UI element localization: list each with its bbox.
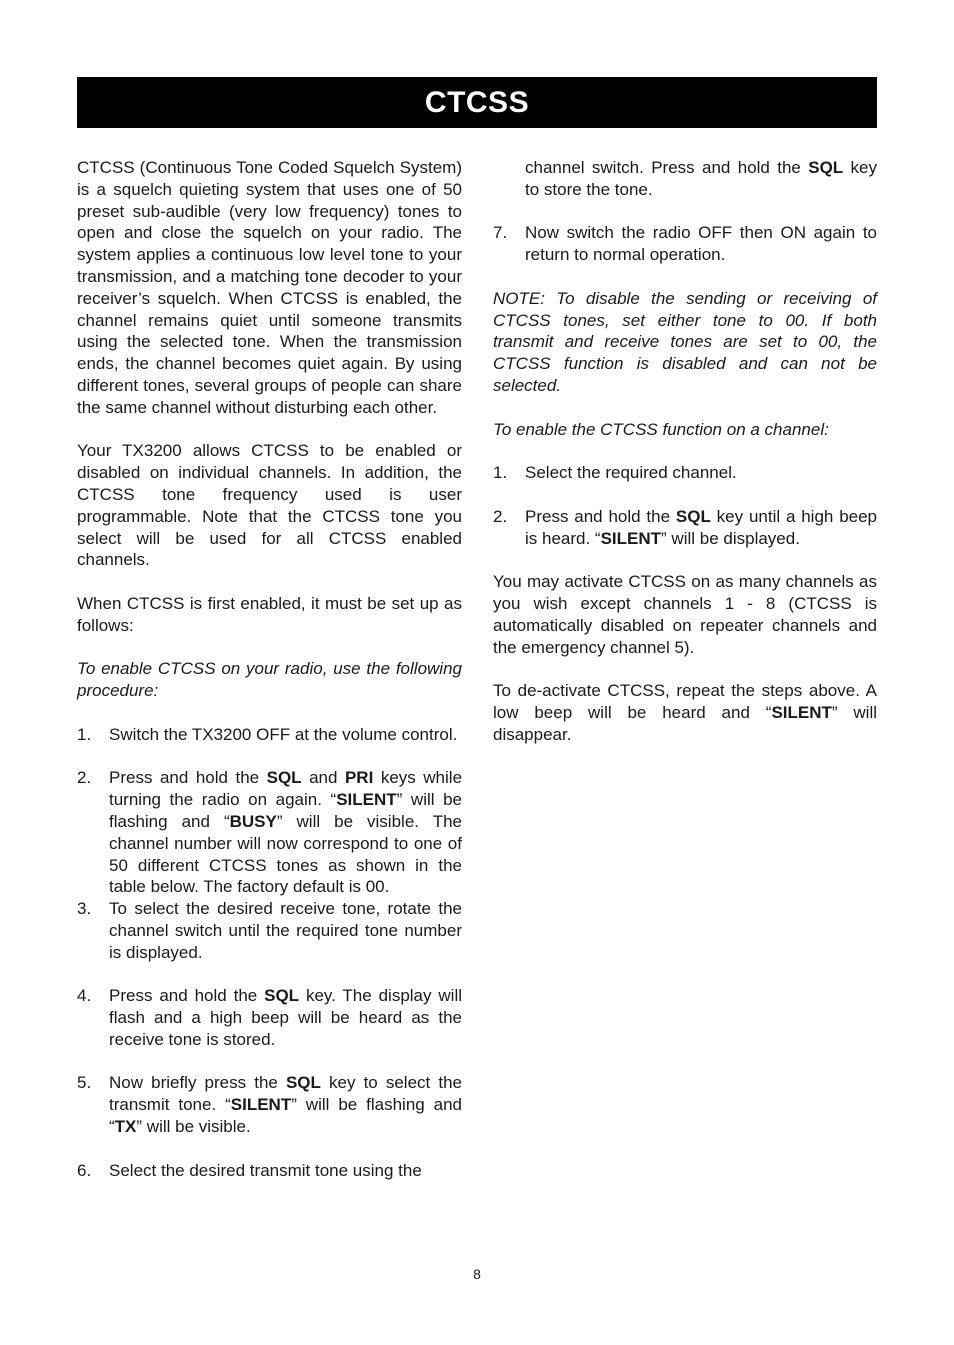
step-3 <box>77 898 462 963</box>
step-text: Now switch the radio OFF then ON again to return to normal operation. <box>525 223 877 265</box>
key-sql: SQL <box>285 1073 321 1093</box>
step-text: ” will be visible. <box>136 1117 251 1137</box>
right-column <box>493 157 877 746</box>
step-text: Select the required channel. <box>525 463 737 483</box>
step-2 <box>77 767 462 898</box>
display-silent: SILENT <box>771 702 832 722</box>
step-text: key until a high beep is heard. “ <box>525 506 878 548</box>
step-number: 3. <box>77 899 92 919</box>
step-number: 7. <box>493 223 508 243</box>
step-text: Now briefly press the <box>109 1073 286 1093</box>
tx3200-paragraph: Your TX3200 allows CTCSS to be enabled or disabled on individual channels. In addition, the CTCSS tone frequency used is user programmable. Note that the CTCSS tone you select will be used for all CTCSS enabled channels. <box>77 441 462 570</box>
step-number: 6. <box>77 1160 92 1180</box>
step-1 <box>77 724 462 746</box>
step-text: keys while turning the radio on again. “ <box>109 768 463 810</box>
step-text: key to store the tone. <box>525 158 877 199</box>
channel-step-2 <box>493 506 877 550</box>
display-tx: TX <box>114 1117 137 1137</box>
page-title: CTCSS <box>424 85 530 119</box>
paragraph-text: To de-activate CTCSS, repeat the steps above. A low beep will be heard and “ <box>493 681 877 722</box>
left-column <box>77 157 462 1181</box>
paragraph-text: ” will disappear. <box>493 702 878 744</box>
step-text: channel switch. Press and hold the <box>525 158 809 177</box>
page-number: 8 <box>473 1266 481 1282</box>
step-text: ” will be flashing and “ <box>109 1095 463 1137</box>
display-silent: SILENT <box>230 1095 292 1115</box>
activate-paragraph: You may activate CTCSS on as many channels as you wish except channels 1 - 8 (CTCSS is automatically disabled on repeater channels and the emergency channel 5). <box>493 572 877 657</box>
step-7 <box>493 222 877 266</box>
step-number: 2. <box>493 506 508 526</box>
channel-procedure-heading: To enable the CTCSS function on a channel: <box>493 419 829 439</box>
intro-paragraph: CTCSS (Continuous Tone Coded Squelch System) is a squelch quieting system that uses one of 50 preset sub-audible (very low frequency) tones to open and close the squelch on your radio. The system applies a continuous low level tone to your transmission, and a matching tone decoder to your receiver’s squelch. When CTCSS is enabled, the channel remains quiet until someone transmits using the selected tone. When the transmission ends, the channel becomes quiet again. By using different tones, several groups of people can share the same channel without disturbing each other. <box>77 158 462 417</box>
key-sql: SQL <box>808 158 844 177</box>
step-5 <box>77 1072 462 1137</box>
key-pri: PRI <box>344 768 374 788</box>
step-text: To select the desired receive tone, rotate the channel switch until the required tone number is displayed. <box>109 899 462 962</box>
key-sql: SQL <box>675 506 711 526</box>
procedure-heading: To enable CTCSS on your radio, use the following procedure: <box>77 659 462 701</box>
deactivate-paragraph <box>493 680 877 745</box>
step-text: key to select the transmit tone. “ <box>109 1073 462 1115</box>
step-text: Press and hold the <box>109 768 267 788</box>
display-silent: SILENT <box>336 790 397 810</box>
title-banner <box>77 77 877 128</box>
step-text: ” will be displayed. <box>661 528 800 548</box>
step-number: 1. <box>77 724 92 744</box>
setup-paragraph: When CTCSS is first enabled, it must be set up as follows: <box>77 593 462 635</box>
channel-step-1 <box>493 462 877 484</box>
note-paragraph: NOTE: To disable the sending or receiving of CTCSS tones, set either tone to 00. If both transmit and receive tones are set to 00, the CTCSS function is disabled and can not be selected. <box>493 288 877 395</box>
step-text: and <box>301 768 345 788</box>
step-text: Switch the TX3200 OFF at the volume control. <box>109 724 458 744</box>
display-busy: BUSY <box>229 811 277 831</box>
step-text: Select the desired transmit tone using the <box>109 1160 422 1180</box>
display-silent: SILENT <box>600 528 662 548</box>
key-sql: SQL <box>264 986 300 1006</box>
step-text: ” will be visible. The channel number will now correspond to one of 50 different CTCSS tones as shown in the table below. The factory default is 00. <box>109 811 462 897</box>
step-text: key. The display will flash and a high beep will be heard as the receive tone is stored. <box>109 986 462 1049</box>
step-4 <box>77 985 462 1050</box>
key-sql: SQL <box>266 768 302 788</box>
step-6-continued <box>493 157 877 201</box>
step-number: 5. <box>77 1073 92 1093</box>
step-number: 4. <box>77 986 92 1006</box>
step-text: Press and hold the <box>109 986 265 1006</box>
step-number: 1. <box>493 463 508 483</box>
step-6 <box>77 1160 462 1182</box>
step-text: ” will be flashing and “ <box>109 790 463 831</box>
step-text: Press and hold the <box>525 506 676 526</box>
step-number: 2. <box>77 768 92 788</box>
